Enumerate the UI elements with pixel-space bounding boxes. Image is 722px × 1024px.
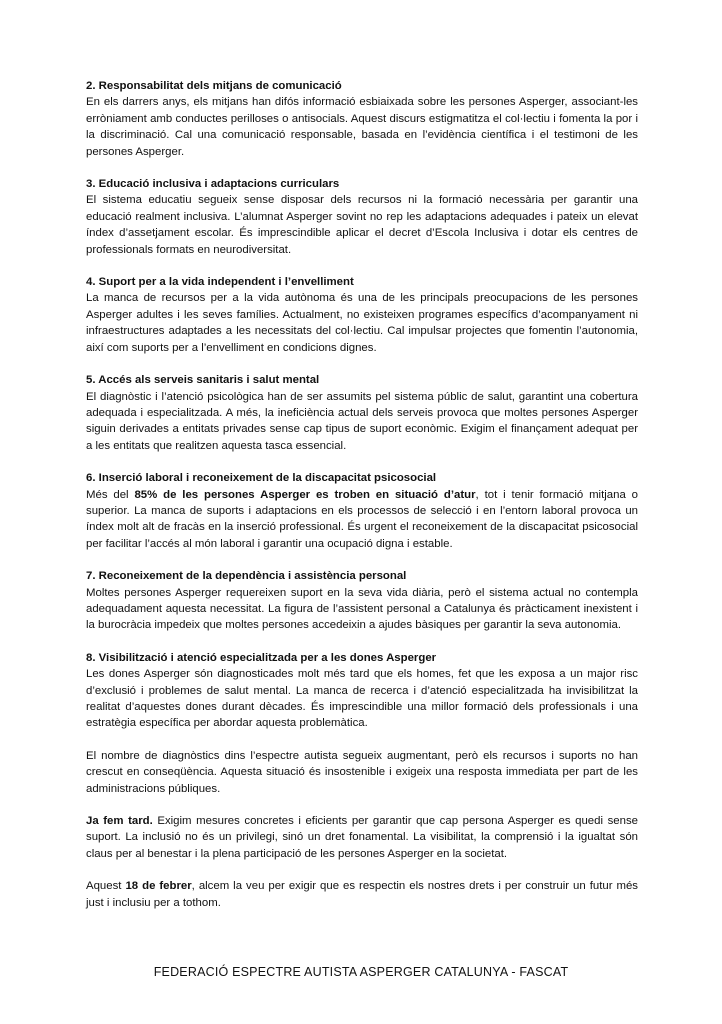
body-text: Aquest [86,880,126,893]
section-heading: 2. Responsabilitat dels mitjans de comunicació [86,80,342,92]
emphasis-text: Ja fem tard. [86,815,153,828]
section-inclusive-education [86,176,638,258]
emphasis-text: 85% de les persones Asperger es troben en situació d’atur [134,488,476,501]
section-heading: 7. Reconeixement de la dependència i assistència personal [86,570,407,583]
emphasis-text: 18 de febrer [125,880,192,893]
section-body: El diagnòstic i l’atenció psicològica han de ser assumits pel sistema públic de salut, garantint una cobertura adequada i especialitzada. A més, la ineficiència actual dels serveis provoca que moltes persones Asperger siguin derivades a entitats privades sense cap tipus de suport econòmic. Exigim el finançament adequat per a les entitats que realitzen aquesta tasca essencial. [86,390,638,452]
closing-paragraph-2 [86,813,638,862]
section-women-asperger [86,650,638,732]
section-heading: 5. Accés als serveis sanitaris i salut mental [86,374,320,387]
section-employment [86,470,638,552]
section-health-services [86,372,638,454]
section-heading: 8. Visibilització i atenció especialitzada per a les dones Asperger [86,651,437,664]
section-heading: 6. Inserció laboral i reconeixement de la discapacitat psicosocial [86,472,437,485]
body-text: Més del [86,488,135,501]
section-heading: 3. Educació inclusiva i adaptacions curriculars [86,178,340,191]
section-independent-living [86,274,638,356]
body-text: , tot i tenir formació mitjana o superior. La manca de suports i adaptacions en els processos de selecció i en l’entorn laboral provoca un índex molt alt de fracàs en la inserció professional. És urgent el reconeixement de la discapacitat psicosocial per facilitar l’accés al món laboral i garantir una ocupació digna i estable. [86,488,638,550]
section-body: Les dones Asperger són diagnosticades molt més tard que els homes, fet que les exposa a un major risc d’exclusió i problemes de salut mental. La manca de recerca i d’atenció especialitzada ha invisibilitzat la realitat d’aquestes dones durant dècades. És imprescindible una millor formació dels professionals i una estratègia específica per abordar aquesta problemàtica. [86,668,638,730]
body-text: , alcem la veu per exigir que es respectin els nostres drets i per construir un futur més just i inclusiu per a tothom. [86,880,638,909]
body-text: Exigim mesures concretes i eficients per garantir que cap persona Asperger es quedi sense suport. La inclusió no és un privilegi, sinó un dret fonamental. La visibilitat, la comprensió i la igualtat són claus per al benestar i la plena participació de les persones Asperger en la societat. [86,815,638,860]
section-body: Moltes persones Asperger requereixen suport en la seva vida diària, però el sistema actual no contempla adequadament aquesta necessitat. La figura de l’assistent personal a Catalunya és pràcticament inexistent i la burocràcia impedeix que moltes persones accedeixin a ajudes bàsiques per garantir la seva autonomia. [86,586,638,632]
closing-text: El nombre de diagnòstics dins l’espectre autista segueix augmentant, però els recursos i suports no han crescut en conseqüència. Aquesta situació és insostenible i exigeix una resposta immediata per part de les administracions públiques. [86,749,638,795]
closing-paragraph-3 [86,878,638,911]
page-footer: FEDERACIÓ ESPECTRE AUTISTA ASPERGER CATALUNYA - FASCAT [153,965,569,979]
section-body [86,487,638,553]
section-media-responsibility [86,78,638,160]
section-body: El sistema educatiu segueix sense disposar dels recursos ni la formació necessària per garantir una educació realment inclusiva. L’alumnat Asperger sovint no rep les adaptacions adequades i pateix un elevat índex d’assetjament escolar. És imprescindible aplicar el decret d’Escola Inclusiva i dotar els centres de professionals formats en neurodiversitat. [86,194,638,256]
section-body: En els darrers anys, els mitjans han difós informació esbiaixada sobre les persones Asperger, associant-les erròniament amb conductes perilloses o antisocials. Aquest discurs estigmatitza el col·lectiu i fomenta la por i la discriminació. Cal una comunicació responsable, basada en l’evidència científica i el testimoni de les persones Asperger. [86,96,638,158]
section-heading: 4. Suport per a la vida independent i l’envelliment [86,276,354,289]
document-page [86,78,638,927]
closing-text [86,878,638,911]
closing-text [86,813,638,862]
section-dependency [86,568,638,634]
section-body: La manca de recursos per a la vida autònoma és una de les principals preocupacions de les persones Asperger adultes i les seves famílies. Actualment, no existeixen programes específics d’acompanyament ni infraestructures adaptades a les necessitats del col·lectiu. Cal impulsar projectes que fomentin l’autonomia, així com suports per a l’envelliment en condicions dignes. [86,292,638,354]
closing-paragraph-1 [86,748,638,797]
